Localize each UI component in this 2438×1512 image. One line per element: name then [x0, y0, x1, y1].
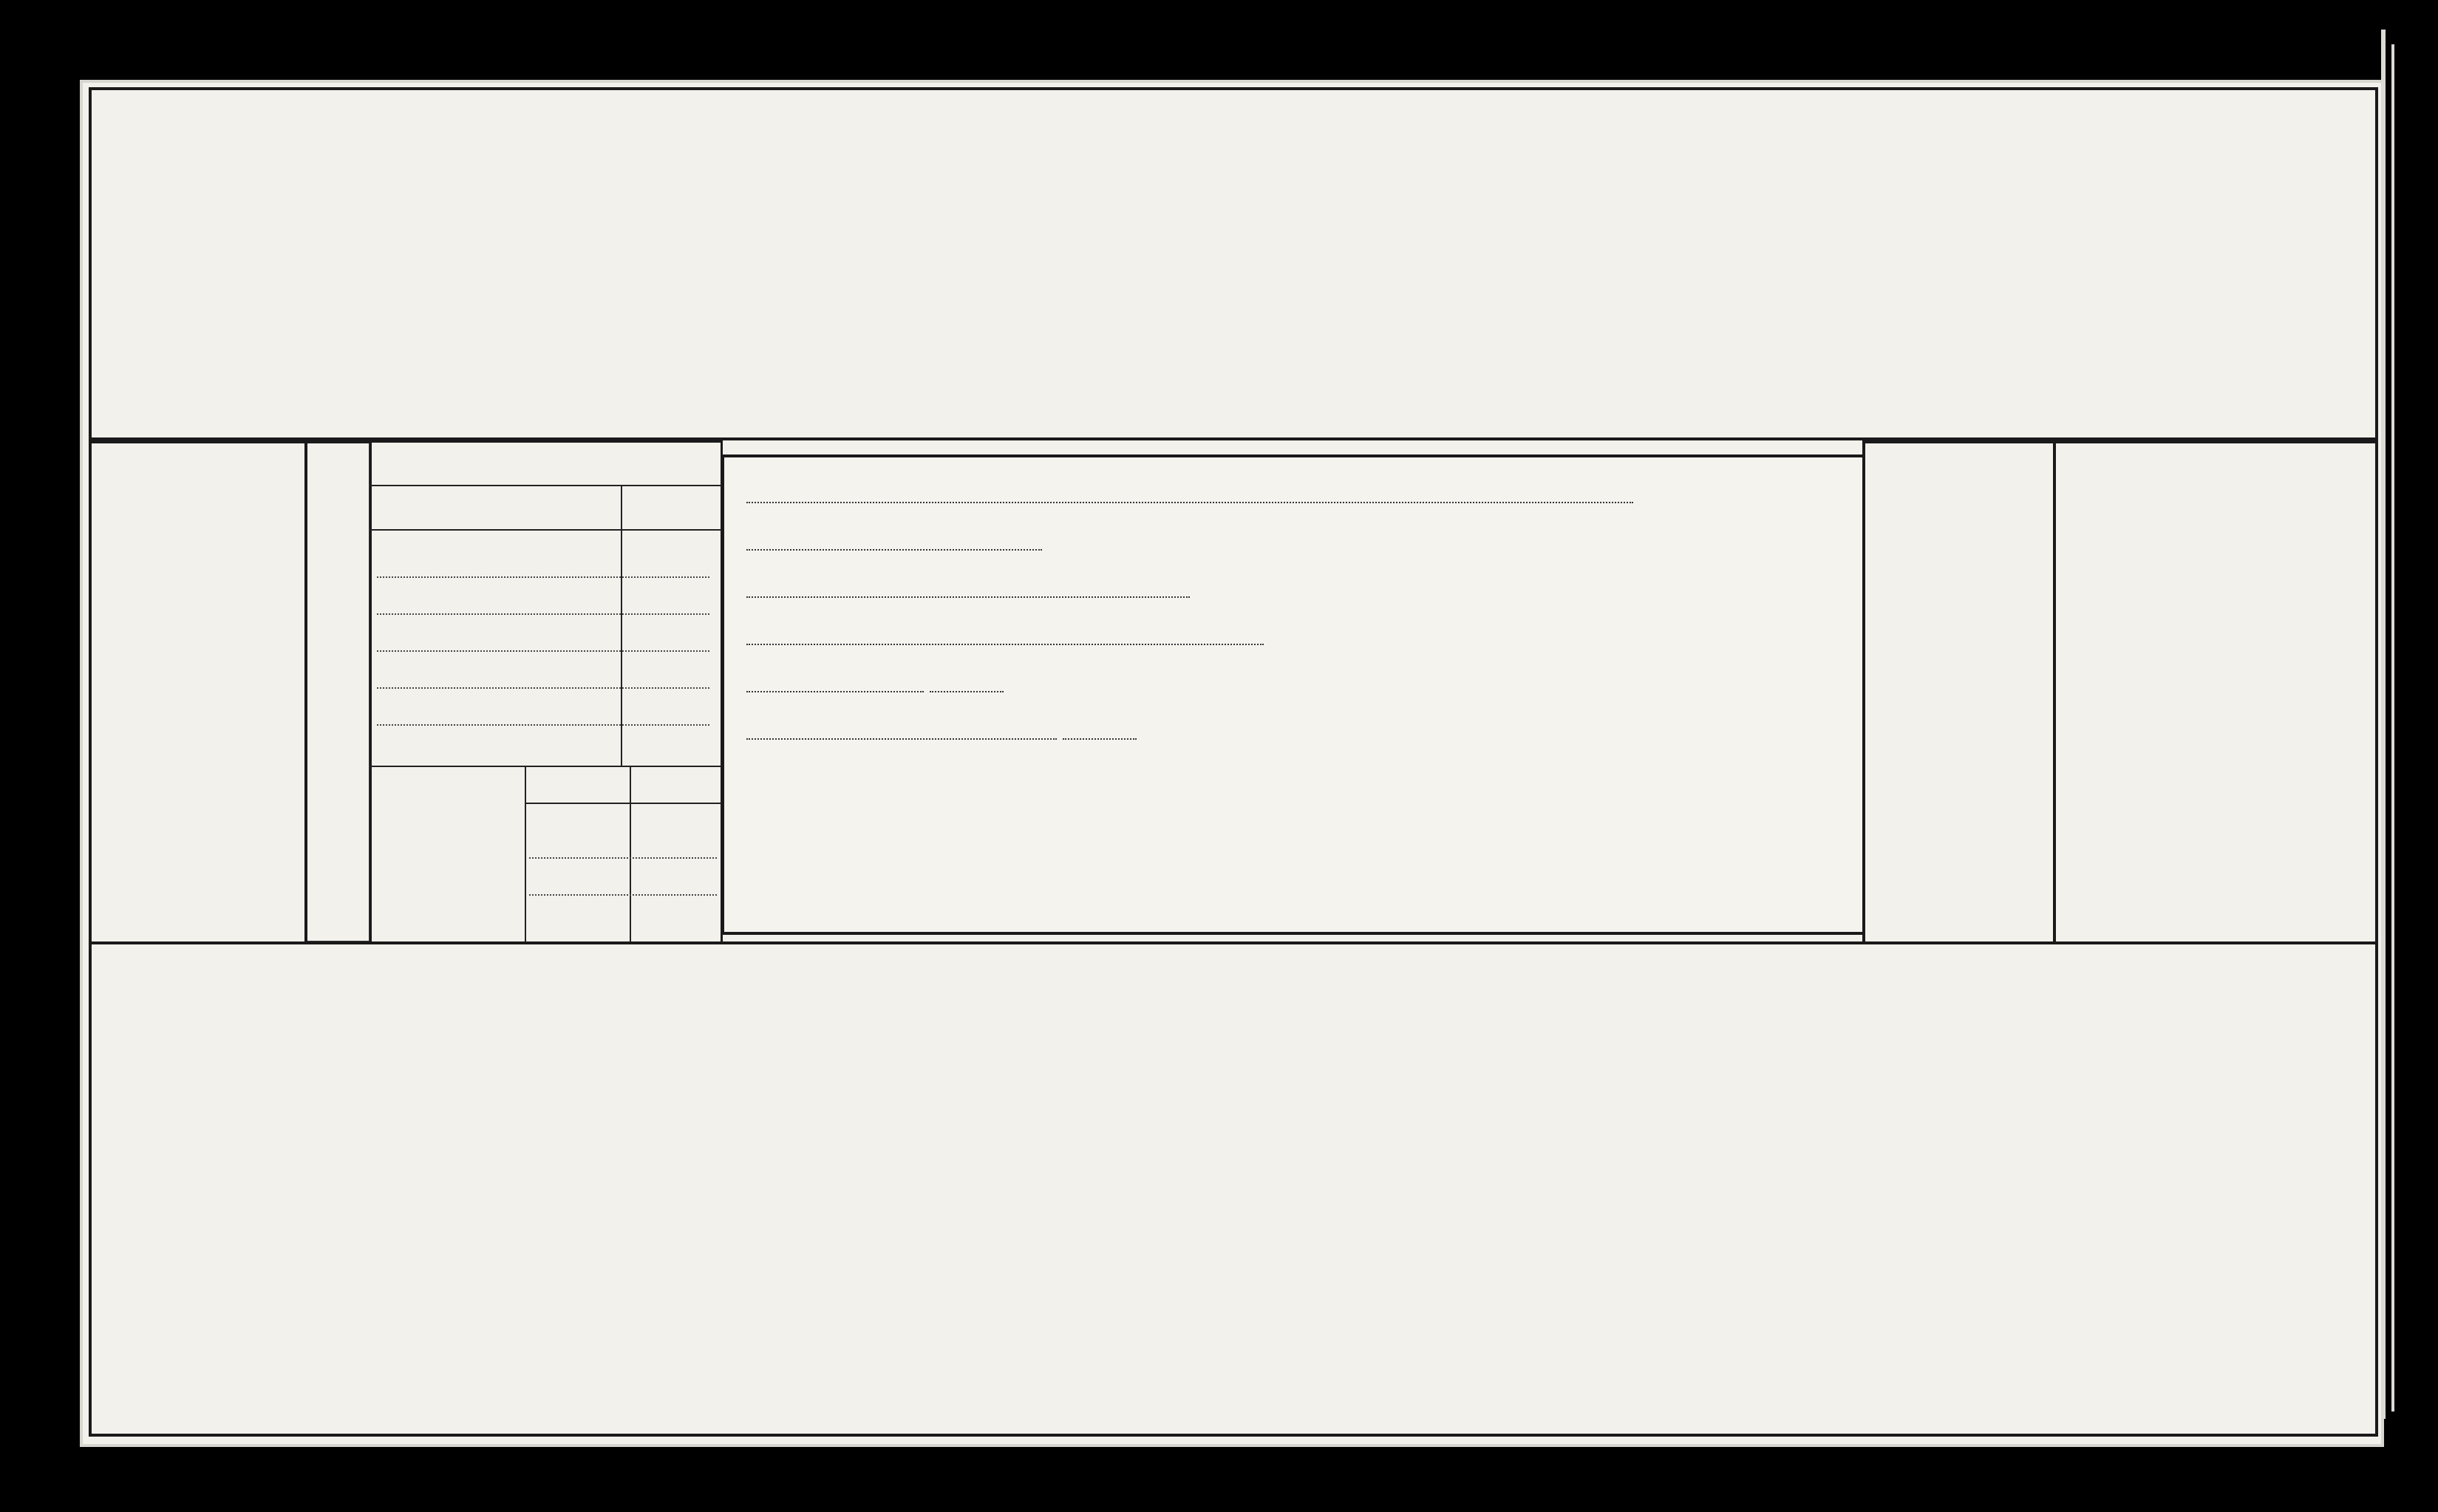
hired-workers-table [89, 440, 307, 944]
page-edge [2391, 44, 2394, 1411]
page-edge [2381, 30, 2386, 1419]
top-sowing-table [89, 87, 2378, 440]
workers-label-box [304, 440, 372, 944]
lease-table [89, 941, 2378, 1437]
population-table [1862, 440, 2056, 944]
right-staff-columns [2053, 440, 2378, 944]
trade-box [370, 440, 723, 944]
private-farm-info [721, 454, 1865, 935]
